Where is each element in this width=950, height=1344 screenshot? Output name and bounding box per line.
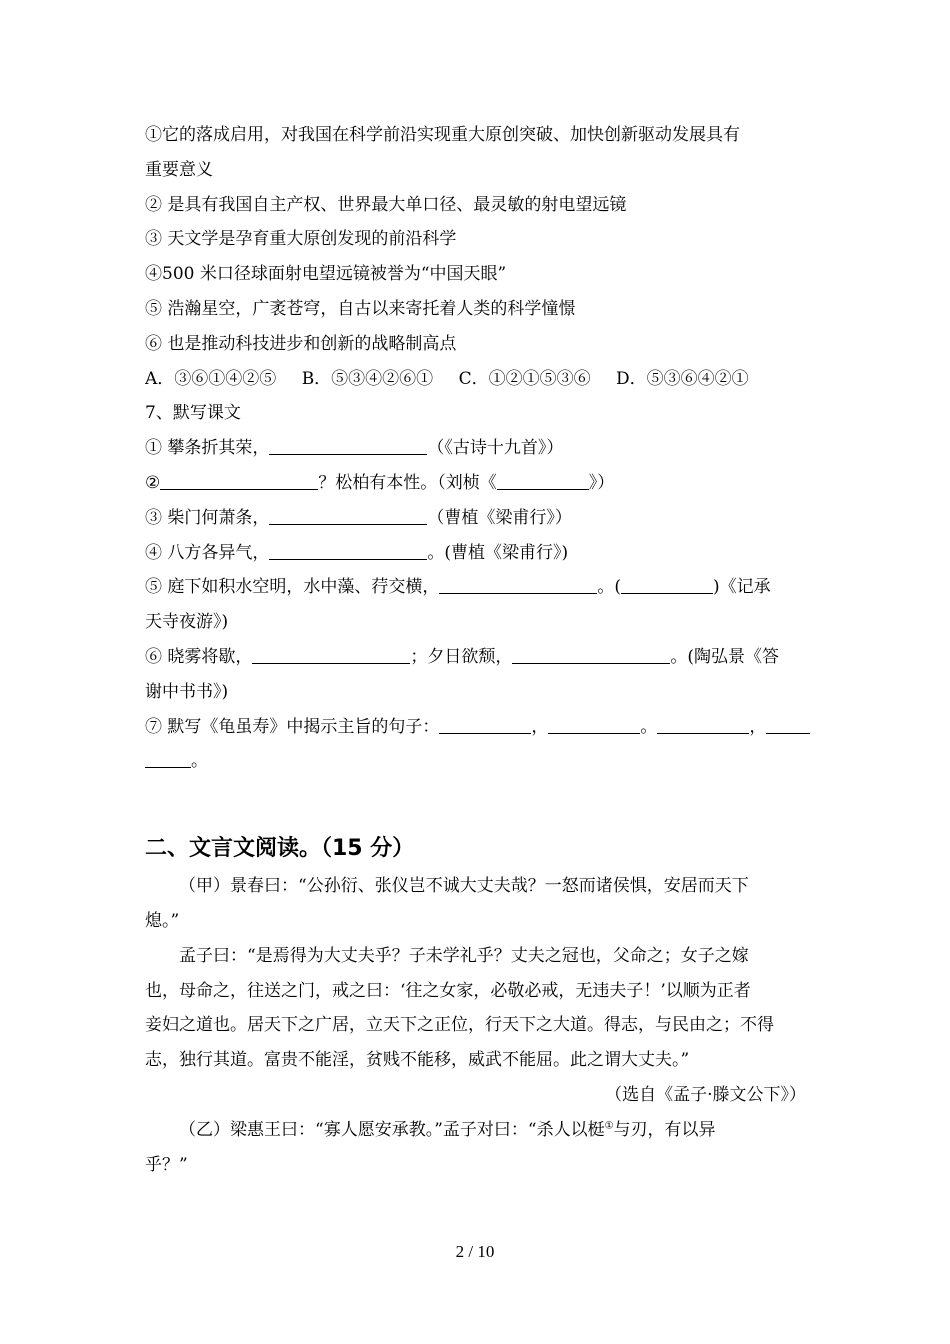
footnote-marker: ① [604, 1120, 614, 1132]
answer-blank[interactable] [497, 473, 589, 490]
passage-jia-line-6: 志，独行其道。富贵不能淫，贫贱不能移，威武不能屈。此之谓大丈夫。” [145, 1050, 690, 1071]
passage-jia-line-1: （甲）景春曰：“公孙衍、张仪岂不诚大丈夫哉？一怒而诸侯惧，安居而天下 [179, 876, 749, 897]
answer-blank[interactable] [160, 473, 318, 490]
answer-blank[interactable] [621, 577, 713, 594]
section-heading: 二、文言文阅读。（15 分） [145, 836, 415, 862]
recite-line-6-continued: 谢中书书》) [145, 681, 229, 702]
recite-line-1: ① 攀条折其荣， （《古诗十九首》） [145, 438, 564, 459]
question-7-title: 7、默写课文 [145, 403, 241, 424]
option-d: D．⑤③⑥④②① [616, 368, 749, 389]
passage-source: （选自《孟子·滕文公下》） [605, 1084, 806, 1105]
passage-jia-line-2: 熄。” [145, 910, 180, 931]
option-b: B．⑤③④②⑥① [301, 368, 434, 389]
answer-blank[interactable] [657, 717, 749, 734]
option-c: C．①②①⑤③⑥ [458, 368, 591, 389]
option-a: A．③⑥①④②⑤ [145, 368, 277, 389]
sentence-3: ③ 天文学是孕育重大原创发现的前沿科学 [145, 229, 457, 250]
passage-jia-line-5: 妾妇之道也。居天下之广居，立天下之正位，行天下之大道。得志，与民由之；不得 [145, 1015, 774, 1036]
answer-blank[interactable] [439, 717, 531, 734]
sentence-5: ⑤ 浩瀚星空，广袤苍穹，自古以来寄托着人类的科学憧憬 [145, 298, 576, 319]
answer-blank[interactable] [512, 647, 670, 664]
recite-line-4: ④ 八方各异气， 。(曹植《梁甫行》) [145, 542, 569, 563]
page-content [145, 118, 810, 1182]
answer-blank[interactable] [269, 543, 427, 560]
answer-blank[interactable] [439, 577, 597, 594]
answer-blank[interactable] [766, 717, 810, 734]
answer-blank[interactable] [548, 717, 640, 734]
page-number: 2 / 10 [455, 1242, 495, 1261]
answer-blank[interactable] [252, 647, 410, 664]
sentence-1: ①它的落成启用，对我国在科学前沿实现重大原创突破、加快创新驱动发展具有 [145, 125, 740, 145]
recite-line-3: ③ 柴门何萧条， （曹植《梁甫行》） [145, 507, 572, 528]
recite-line-5: ⑤ 庭下如积水空明，水中藻、荇交横， 。( )《记承 [145, 577, 771, 598]
passage-yi-line-1: （乙）梁惠王曰：“寡人愿安承教。”孟子对曰：“杀人以梃①与刃，有以异 [179, 1119, 716, 1140]
sentence-6: ⑥ 也是推动科技进步和创新的战略制高点 [145, 333, 457, 354]
section-spacer [145, 779, 810, 825]
passage-jia-line-3: 孟子曰：“是焉得为大丈夫乎？子未学礼乎？丈夫之冠也，父命之；女子之嫁 [179, 945, 749, 966]
answer-blank[interactable] [145, 751, 191, 768]
recite-line-7-continued: 。 [145, 744, 810, 779]
sentence-2: ② 是具有我国自主产权、世界最大单口径、最灵敏的射电望远镜 [145, 194, 627, 215]
passage-yi-line-2: 乎？” [145, 1154, 188, 1175]
sentence-4: ④500 米口径球面射电望远镜被誉为“中国天眼” [145, 264, 507, 285]
recite-line-2: ② ？松柏有本性。（刘桢《 》） [145, 472, 615, 493]
recite-line-5-continued: 天寺夜游》) [145, 612, 229, 633]
answer-blank[interactable] [269, 438, 427, 455]
answer-blank[interactable] [269, 508, 427, 525]
recite-line-7: ⑦ 默写《龟虽寿》中揭示主旨的句子： ， 。 ， [145, 710, 810, 745]
answer-options [145, 362, 810, 397]
passage-jia-line-4: 也，母命之，往送之门，戒之曰：‘往之女家，必敬必戒，无违夫子！’以顺为正者 [145, 980, 751, 1001]
sentence-1-continued: 重要意义 [145, 159, 213, 180]
recite-line-6: ⑥ 晓雾将歇， ；夕日欲颓， 。(陶弘景《答 [145, 646, 780, 667]
